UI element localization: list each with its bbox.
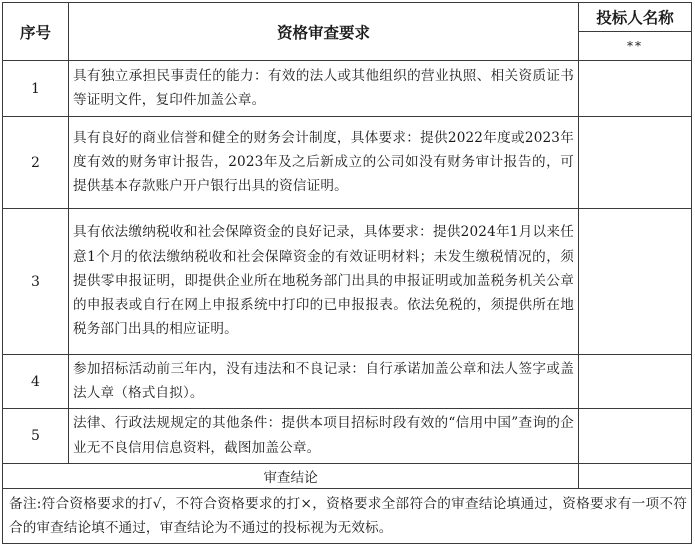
table-row — [3, 61, 692, 117]
requirement-text: 参加招标活动前三年内，没有违法和不良记录：自行承诺加盖公章和法人签字或盖法人章（格式自拟）。 — [69, 355, 579, 409]
row-number: 3 — [3, 209, 69, 355]
note-row — [3, 488, 692, 543]
bidder-result-cell[interactable] — [579, 355, 692, 409]
bidder-result-cell[interactable] — [579, 61, 692, 117]
header-requirements: 资格审查要求 — [69, 3, 579, 61]
requirement-text: 具有独立承担民事责任的能力：有效的法人或其他组织的营业执照、相关资质证书等证明文件，复印件加盖公章。 — [69, 61, 579, 117]
bidder-result-cell[interactable] — [579, 117, 692, 209]
requirement-text: 具有良好的商业信誉和健全的财务会计制度，具体要求：提供2022年度或2023年度有效的财务审计报告，2023年及之后新成立的公司如没有财务审计报告的，可提供基本存款账户开户银行出具的资信证明。 — [69, 117, 579, 209]
remarks-note: 备注:符合资格要求的打√，不符合资格要求的打×，资格要求全部符合的审查结论填通过，资格要求有一项不符合的审查结论填不通过，审查结论为不通过的投标视为无效标。 — [3, 488, 692, 543]
requirement-text: 具有依法缴纳税收和社会保障资金的良好记录，具体要求：提供2024年1月以来任意1个月的依法缴纳税收和社会保障资金的有效证明材料；未发生缴税情况的，须提供零申报证明，即提供企业所在地税务部门出具的申报证明或加盖税务机关公章的申报表或自行在网上申报系统中打印的已申报报表。依法免税的，须提供所在地税务部门出具的相应证明。 — [69, 209, 579, 355]
row-number: 2 — [3, 117, 69, 209]
row-number: 1 — [3, 61, 69, 117]
row-number: 4 — [3, 355, 69, 409]
table-row — [3, 117, 692, 209]
bidder-result-cell[interactable] — [579, 209, 692, 355]
conclusion-label: 审查结论 — [3, 463, 579, 488]
table-row — [3, 209, 692, 355]
conclusion-result-cell[interactable] — [579, 463, 692, 488]
table-row — [3, 409, 692, 463]
qualification-review-table — [2, 2, 692, 544]
conclusion-row — [3, 463, 692, 488]
requirement-text: 法律、行政法规规定的其他条件：提供本项目招标时段有效的“信用中国”查询的企业无不良信用信息资料，截图加盖公章。 — [69, 409, 579, 463]
header-bidder-name: 投标人名称 — [579, 3, 692, 32]
header-serial-no: 序号 — [3, 3, 69, 61]
bidder-result-cell[interactable] — [579, 409, 692, 463]
row-number: 5 — [3, 409, 69, 463]
header-row — [3, 3, 692, 32]
bidder-placeholder: ** — [579, 32, 692, 61]
table-row — [3, 355, 692, 409]
